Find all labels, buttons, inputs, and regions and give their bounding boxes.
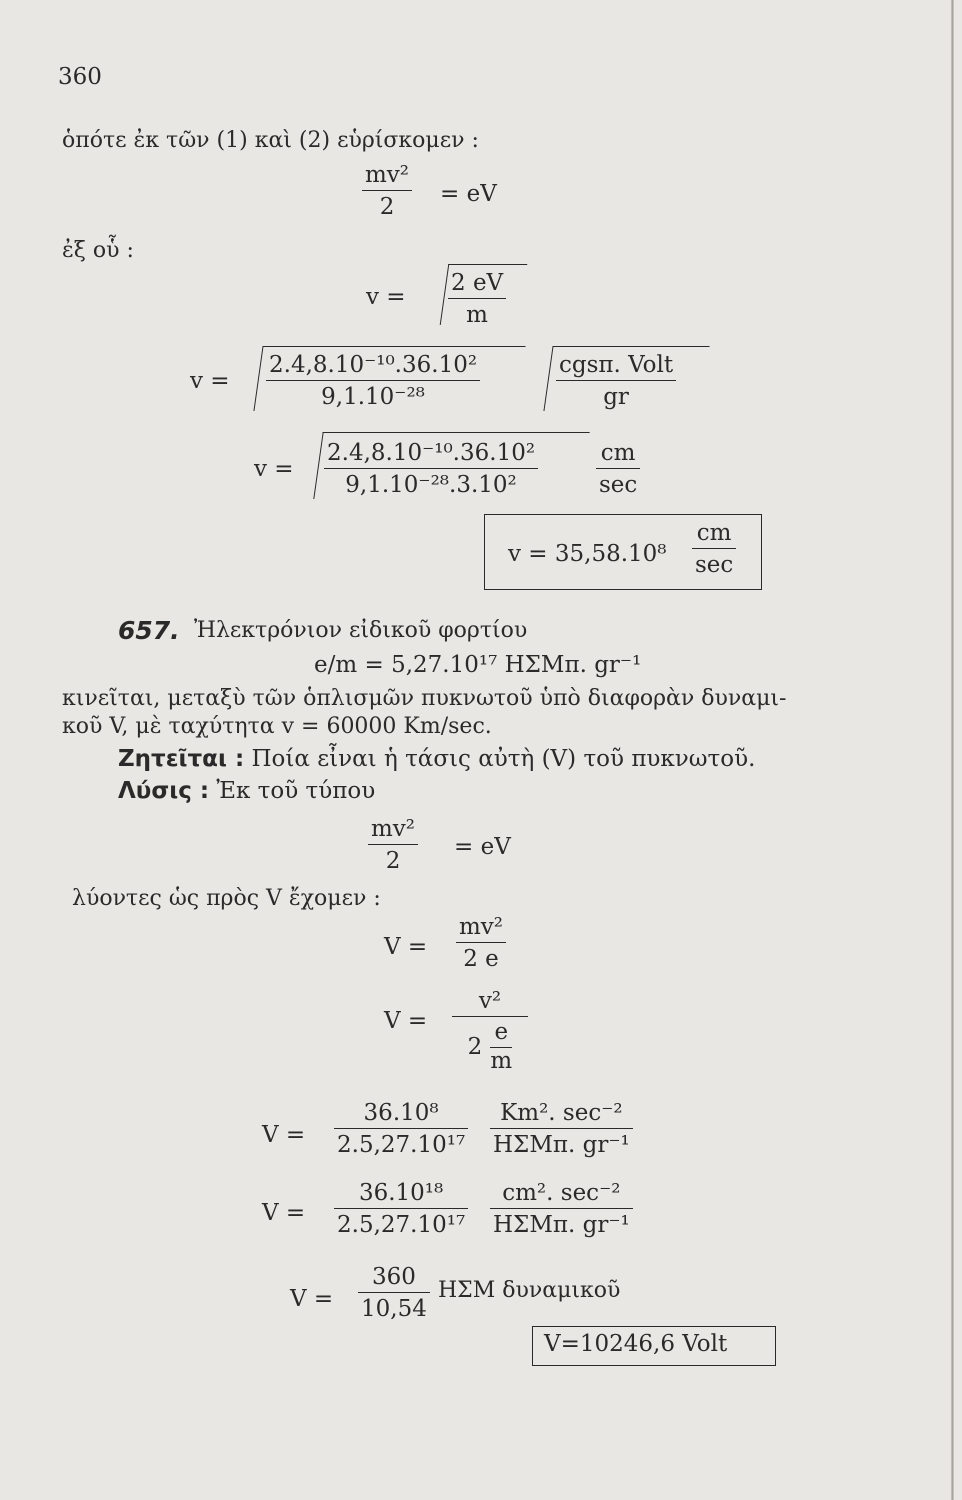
problem-line1: κινεῖται, μεταξὺ τῶν ὁπλισμῶν πυκνωτοῦ ὑπὸ διαφορὰν δυναμι- [62, 686, 787, 711]
eq6-den: 2 e [463, 946, 499, 973]
eq2-den: m [466, 302, 488, 329]
result1-unit-fraction [692, 520, 736, 579]
eq3-num: 2.4,8.10⁻¹⁰.36.10² [269, 352, 478, 378]
eq5-rhs: = eV [454, 834, 511, 860]
eq9-num: 36.10¹⁸ [358, 1180, 444, 1206]
eq7-lhs: V = [384, 1008, 428, 1034]
eq4-unit-fraction [596, 440, 640, 499]
eq1-fraction [362, 162, 412, 221]
eq6-fraction [456, 914, 506, 973]
eq8-unit-fraction [490, 1100, 633, 1159]
eq3-unit-den: gr [603, 384, 629, 411]
eq8-fraction [334, 1100, 468, 1159]
result2-text: V=10246,6 Volt [544, 1331, 728, 1357]
intro-line: ὁπότε ἐκ τῶν (1) καὶ (2) εὑρίσκομεν : [62, 128, 479, 153]
eq4-fraction [324, 440, 538, 499]
eq10-lhs: V = [290, 1286, 334, 1312]
eq9-unit-fraction [490, 1180, 633, 1239]
eq7-den-coef: 2 [467, 1034, 483, 1061]
eq8-den: 2.5,27.10¹⁷ [337, 1132, 466, 1159]
result1-unit-num: cm [696, 520, 732, 546]
eq7-den-num: e [494, 1019, 509, 1046]
eq4-den: 9,1.10⁻²⁸.3.10² [345, 472, 517, 499]
page-number: 360 [58, 64, 102, 90]
eq3-den: 9,1.10⁻²⁸ [321, 384, 425, 411]
eq9-den: 2.5,27.10¹⁷ [337, 1212, 466, 1239]
eq9-fraction [334, 1180, 468, 1239]
eq10-num: 360 [371, 1264, 416, 1290]
problem-ask [118, 748, 755, 771]
eq2-num: 2 eV [451, 270, 504, 296]
eq9-lhs: V = [262, 1200, 306, 1226]
eq10-rhs: ΗΣΜ δυναμικοῦ [438, 1278, 621, 1303]
eq5-den: 2 [385, 848, 401, 875]
eq2-fraction [448, 270, 506, 329]
eq3-fraction [266, 352, 480, 411]
eq5-num: mv² [371, 816, 416, 842]
problem-line2: κοῦ V, μὲ ταχύτητα v = 60000 Km/sec. [62, 714, 492, 739]
eq7-den [465, 1020, 516, 1074]
eq5-fraction [368, 816, 418, 875]
eq7-den-den: m [490, 1047, 513, 1074]
eq4-num: 2.4,8.10⁻¹⁰.36.10² [327, 440, 536, 466]
eq4-lhs: v = [254, 456, 294, 482]
eq8-lhs: V = [262, 1122, 306, 1148]
eq2-lhs: v = [366, 284, 406, 310]
solving-line: λύοντες ὡς πρὸς V ἔχομεν : [72, 886, 381, 911]
eq7-fraction [452, 988, 528, 1074]
eq8-unit-den: ΗΣΜπ. gr⁻¹ [493, 1132, 630, 1159]
eq8-num: 36.10⁸ [363, 1100, 439, 1126]
ask-text: Ποία εἶναι ἡ τάσις αὐτὴ (V) τοῦ πυκνωτοῦ. [251, 746, 756, 772]
eq1-num: mv² [365, 162, 410, 188]
eq3-unit-fraction [556, 352, 676, 411]
eq1-rhs: = eV [440, 181, 497, 207]
eq3-lhs: v = [190, 368, 230, 394]
result1-text: v = 35,58.10⁸ [508, 541, 667, 567]
problem-number: 657. [118, 616, 180, 645]
result1-unit-den: sec [695, 552, 734, 579]
problem-solution [118, 780, 375, 803]
eq6-num: mv² [459, 914, 504, 940]
eq6-lhs: V = [384, 934, 428, 960]
problem-title: Ἠλεκτρόνιον εἰδικοῦ φορτίου [194, 618, 528, 643]
page-edge [951, 0, 954, 1500]
eq4-unit-num: cm [600, 440, 636, 466]
eq9-unit-num: cm². sec⁻² [502, 1180, 621, 1206]
eq7-num: v² [478, 988, 502, 1014]
sol-label: Λύσις : [118, 778, 210, 804]
eq9-unit-den: ΗΣΜπ. gr⁻¹ [493, 1212, 630, 1239]
ex-ou-label: ἐξ οὗ : [62, 238, 134, 263]
eq10-fraction [358, 1264, 430, 1323]
problem-charge: e/m = 5,27.10¹⁷ ΗΣΜπ. gr⁻¹ [314, 652, 642, 678]
eq10-den: 10,54 [361, 1296, 427, 1323]
ask-label: Ζητεῖται : [118, 746, 245, 772]
eq1-den: 2 [379, 194, 395, 221]
eq3-unit-num: cgsπ. Volt [559, 352, 674, 378]
sol-text: Ἐκ τοῦ τύπου [216, 778, 376, 804]
eq4-unit-den: sec [599, 472, 638, 499]
eq7-inner-fraction [490, 1020, 512, 1074]
eq8-unit-num: Km². sec⁻² [500, 1100, 623, 1126]
